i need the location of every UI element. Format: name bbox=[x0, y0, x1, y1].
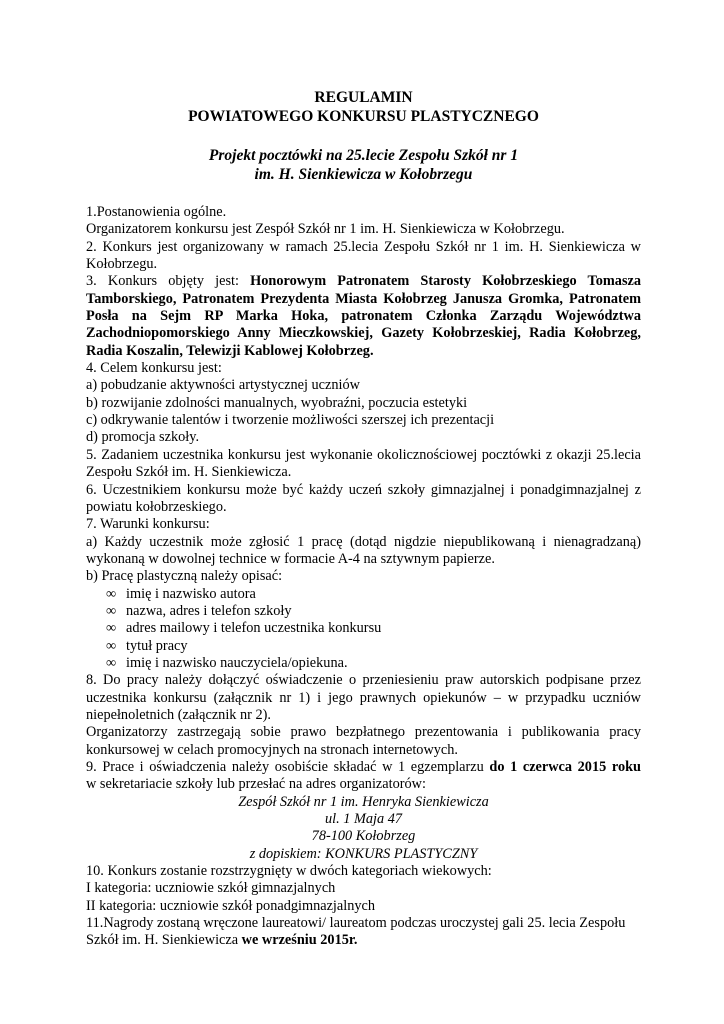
section-6-text: 6. Uczestnikiem konkursu może być każdy uczeń szkoły gimnazjalnej i ponadgimnazjalnej z powiatu kołobrzeskiego. bbox=[86, 481, 641, 515]
infinity-bullet-icon: ∞ bbox=[106, 602, 117, 619]
section-10-category-2: II kategoria: uczniowie szkół ponadgimnazjalnych bbox=[86, 897, 376, 914]
section-7-bullet-list bbox=[86, 586, 641, 673]
section-9-text bbox=[86, 759, 641, 776]
section-1-text: Organizatorem konkursu jest Zespół Szkół nr 1 im. H. Sienkiewicza w Kołobrzegu. bbox=[86, 221, 565, 238]
list-item bbox=[86, 655, 641, 672]
subtitle-line-2: im. H. Sienkiewicza w Kołobrzegu bbox=[254, 166, 473, 183]
title-line-1: REGULAMIN bbox=[314, 89, 413, 106]
list-item bbox=[86, 638, 641, 655]
section-3-prefix: 3. Konkurs objęty jest: bbox=[86, 273, 251, 290]
section-3-patronage: Honorowym Patronatem Starosty Kołobrzeskiego Tomasza Tamborskiego, Patronatem Prezydenta Miasta Kołobrzeg Janusza Gromka, Patronatem Posła na Sejm RP Marka Hoka, patronatem Członka Zarządu Województwa Zachodniopomorskiego Anny Mieczkowskiej, Gazety Kołobrzeskiej, Radia Kołobrzeg, Radia Koszalin, Telewizji Kablowej Kołobrzeg. bbox=[86, 273, 641, 359]
section-1-heading: 1.Postanowienia ogólne. bbox=[86, 204, 227, 220]
address-line-3: 78-100 Kołobrzeg bbox=[311, 828, 416, 845]
address-line-1: Zespół Szkół nr 1 im. Henryka Sienkiewicza bbox=[238, 793, 489, 810]
list-item-text: adres mailowy i telefon uczestnika konkursu bbox=[126, 620, 382, 637]
section-10-heading: 10. Konkurs zostanie rozstrzygnięty w dwóch kategoriach wiekowych: bbox=[86, 863, 492, 880]
section-4-item-d: d) promocja szkoły. bbox=[86, 429, 200, 446]
section-4-item-b: b) rozwijanie zdolności manualnych, wyobraźni, poczucia estetyki bbox=[86, 394, 468, 411]
document-subtitle bbox=[86, 146, 641, 184]
section-8-text-2: Organizatorzy zastrzegają sobie prawo bezpłatnego prezentowania i publikowania pracy konkursowej w celach promocyjnych na stronach internetowych. bbox=[86, 724, 641, 758]
section-9-suffix: w sekretariacie szkoły lub przesłać na adres organizatorów: bbox=[86, 776, 426, 793]
section-4-heading: 4. Celem konkursu jest: bbox=[86, 360, 222, 377]
title-line-2: POWIATOWEGO KONKURSU PLASTYCZNEGO bbox=[188, 108, 539, 125]
section-3-text bbox=[86, 273, 641, 360]
section-10-category-1: I kategoria: uczniowie szkół gimnazjalnych bbox=[86, 880, 336, 897]
section-7-heading: 7. Warunki konkursu: bbox=[86, 516, 210, 533]
list-item-text: imię i nazwisko autora bbox=[126, 585, 256, 602]
list-item-text: nazwa, adres i telefon szkoły bbox=[126, 602, 292, 619]
infinity-bullet-icon: ∞ bbox=[106, 654, 117, 671]
section-4-item-c: c) odkrywanie talentów i tworzenie możliwości szerszej ich prezentacji bbox=[86, 412, 495, 429]
section-11-prefix: 11.Nagrody zostaną wręczone laureatowi/ laureatom podczas uroczystej gali 25. lecia Zespołu Szkół im. H. Sienkiewicza bbox=[86, 915, 626, 949]
section-11-date: we wrześniu 2015r. bbox=[241, 932, 358, 949]
list-item-text: tytuł pracy bbox=[126, 637, 188, 654]
infinity-bullet-icon: ∞ bbox=[106, 620, 117, 637]
list-item-text: imię i nazwisko nauczyciela/opiekuna. bbox=[126, 654, 348, 671]
infinity-bullet-icon: ∞ bbox=[106, 637, 117, 654]
list-item bbox=[86, 620, 641, 637]
section-7-b: b) Pracę plastyczną należy opisać: bbox=[86, 568, 283, 585]
document-title bbox=[86, 88, 641, 126]
section-9-prefix: 9. Prace i oświadczenia należy osobiście składać w 1 egzemplarzu bbox=[86, 759, 490, 775]
section-11-text bbox=[86, 915, 641, 950]
section-8-text: 8. Do pracy należy dołączyć oświadczenie o przeniesieniu praw autorskich podpisane przez uczestnika konkursu (załącznik nr 1) i jego prawnych opiekunów – w przypadku uczniów niepełnoletnich (załącznik nr 2). bbox=[86, 672, 641, 723]
address-line-4: z dopiskiem: KONKURS PLASTYCZNY bbox=[249, 845, 478, 862]
section-4-item-a: a) pobudzanie aktywności artystycznej uczniów bbox=[86, 377, 360, 394]
infinity-bullet-icon: ∞ bbox=[106, 585, 117, 602]
list-item bbox=[86, 603, 641, 620]
list-item bbox=[86, 586, 641, 603]
section-9-deadline: do 1 czerwca 2015 roku bbox=[489, 759, 641, 775]
section-5-text: 5. Zadaniem uczestnika konkursu jest wykonanie okolicznościowej pocztówki z okazji 25.lecia Zespołu Szkół im. H. Sienkiewicza. bbox=[86, 446, 641, 481]
section-2-text: 2. Konkurs jest organizowany w ramach 25.lecia Zespołu Szkół nr 1 im. H. Sienkiewicza w Kołobrzegu. bbox=[86, 238, 641, 273]
subtitle-line-1: Projekt pocztówki na 25.lecie Zespołu Szkół nr 1 bbox=[208, 147, 519, 164]
document-body bbox=[86, 204, 641, 950]
address-line-2: ul. 1 Maja 47 bbox=[324, 811, 403, 828]
section-7-a: a) Każdy uczestnik może zgłosić 1 pracę (dotąd nigdzie niepublikowaną i nienagradzaną) wykonaną w dowolnej technice w formacie A-4 na sztywnym papierze. bbox=[86, 533, 641, 567]
